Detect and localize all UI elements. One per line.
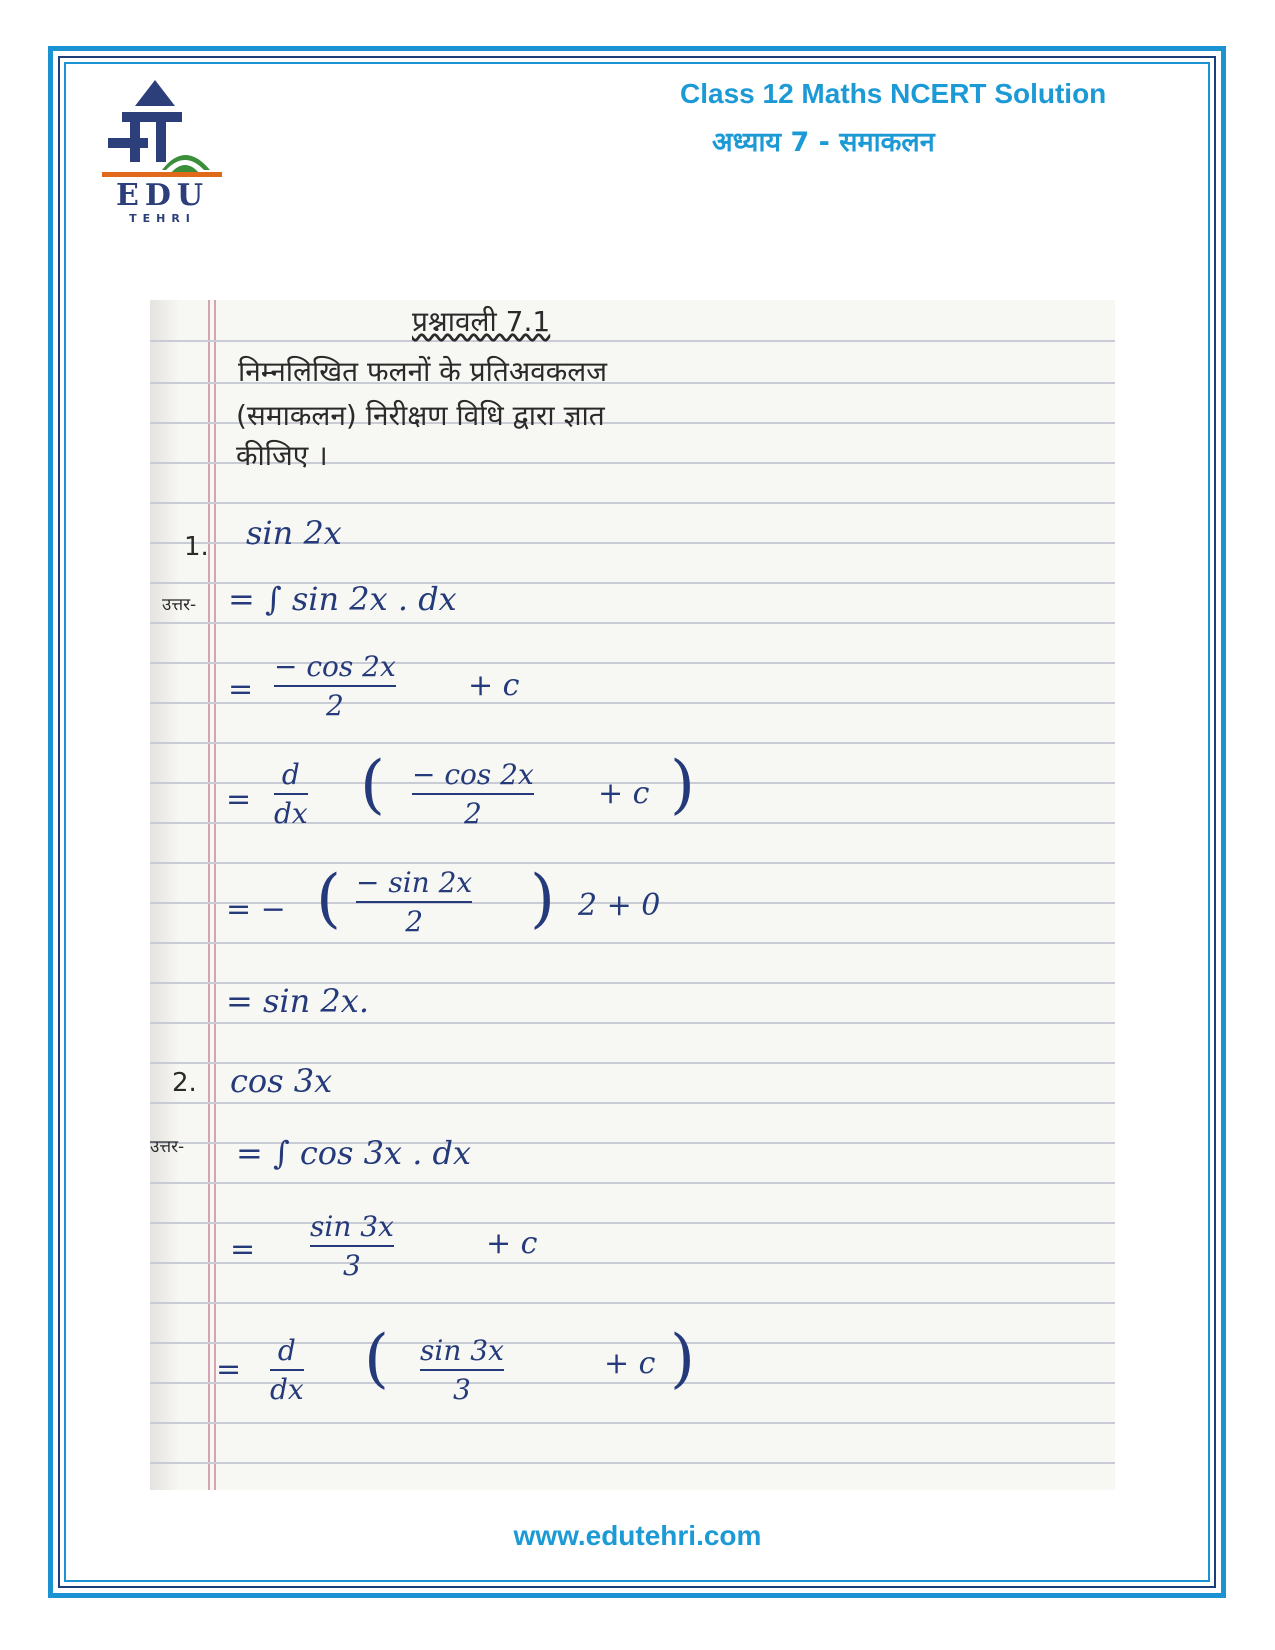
website-link[interactable]: www.edutehri.com bbox=[513, 1520, 762, 1551]
q2-step-3-numerator: sin 3x bbox=[420, 1334, 504, 1367]
question-2-text: cos 3x bbox=[230, 1062, 333, 1100]
margin-line bbox=[208, 300, 210, 1490]
q1-step-5: = sin 2x. bbox=[226, 982, 369, 1020]
q1-step-3-equals: = bbox=[226, 782, 252, 817]
ruled-line bbox=[150, 1102, 1115, 1104]
page-edge-shadow bbox=[150, 300, 180, 1490]
q2-step-2-fraction bbox=[310, 1210, 394, 1282]
ruled-line bbox=[150, 1262, 1115, 1264]
fraction-bar bbox=[310, 1245, 394, 1247]
ruled-line bbox=[150, 1182, 1115, 1184]
q1-step-1: = ∫ sin 2x . dx bbox=[228, 580, 457, 618]
instruction-line-2: (समाकलन) निरीक्षण विधि द्वारा ज्ञात bbox=[236, 399, 605, 432]
ruled-line bbox=[150, 1462, 1115, 1464]
q1-step-2-equals: = bbox=[228, 672, 254, 707]
open-paren: ( bbox=[360, 748, 385, 822]
ruled-line bbox=[150, 340, 1115, 342]
exercise-heading: प्रश्नावली 7.1 bbox=[412, 305, 551, 338]
q1-step-2-fraction bbox=[274, 650, 396, 722]
q1-step-3-denominator: 2 bbox=[463, 797, 482, 830]
question-1-number: 1. bbox=[184, 532, 209, 562]
q2-step-3-derivative bbox=[270, 1334, 304, 1406]
fraction-bar bbox=[356, 901, 472, 903]
margin-line-2 bbox=[214, 300, 216, 1490]
q2-step-2-constant: + c bbox=[486, 1226, 538, 1261]
fraction-bar bbox=[274, 685, 396, 687]
ruled-line bbox=[150, 862, 1115, 864]
ruled-line bbox=[150, 942, 1115, 944]
q2-step-3-d-denominator: dx bbox=[270, 1373, 304, 1406]
close-paren: ) bbox=[670, 1322, 695, 1396]
instruction-line-1: निम्नलिखित फलनों के प्रतिअवकलज bbox=[238, 355, 608, 388]
answer-1-label: उत्तर- bbox=[162, 595, 197, 615]
q2-step-2-equals: = bbox=[230, 1232, 256, 1267]
logo-subtext: TEHRI bbox=[129, 212, 196, 225]
q1-step-4-fraction bbox=[356, 866, 472, 938]
q2-step-3-fraction bbox=[420, 1334, 504, 1406]
ruled-line bbox=[150, 502, 1115, 504]
ruled-line bbox=[150, 1422, 1115, 1424]
q2-step-3-denominator: 3 bbox=[453, 1373, 471, 1406]
q1-step-3-derivative bbox=[274, 758, 308, 830]
q1-step-3-numerator: − cos 2x bbox=[412, 758, 534, 791]
open-paren: ( bbox=[364, 1322, 389, 1396]
q1-step-3-d-denominator: dx bbox=[274, 797, 308, 830]
q1-step-4-denominator: 2 bbox=[405, 905, 424, 938]
q1-step-4-numerator: − sin 2x bbox=[356, 866, 473, 899]
ruled-line bbox=[150, 1302, 1115, 1304]
close-paren: ) bbox=[530, 862, 555, 936]
fraction-bar bbox=[270, 1369, 304, 1371]
ruled-line bbox=[150, 1022, 1115, 1024]
open-paren: ( bbox=[316, 862, 341, 936]
q2-step-3-equals: = bbox=[216, 1352, 242, 1387]
fraction-bar bbox=[274, 793, 308, 795]
question-2-number: 2. bbox=[172, 1068, 197, 1098]
q1-step-3-fraction bbox=[412, 758, 534, 830]
q1-step-4-prefix: = − bbox=[226, 892, 286, 927]
q1-step-2-denominator: 2 bbox=[325, 689, 344, 722]
q1-step-3-d-numerator: d bbox=[281, 758, 300, 791]
answer-2-label: उत्तर- bbox=[150, 1137, 185, 1157]
close-paren: ) bbox=[670, 748, 695, 822]
q2-step-2-numerator: sin 3x bbox=[310, 1210, 394, 1243]
ruled-line bbox=[150, 622, 1115, 624]
logo-wordmark: EDU bbox=[115, 178, 210, 213]
chapter-title: अध्याय 7 - समाकलन bbox=[712, 127, 935, 158]
q2-step-1: = ∫ cos 3x . dx bbox=[236, 1134, 472, 1172]
question-1-text: sin 2x bbox=[246, 514, 342, 552]
notebook-page bbox=[150, 300, 1115, 1490]
q1-step-2-constant: + c bbox=[468, 668, 520, 703]
q2-step-3-d-numerator: d bbox=[277, 1334, 296, 1367]
ruled-line bbox=[150, 1222, 1115, 1224]
q1-step-2-numerator: − cos 2x bbox=[274, 650, 396, 683]
q1-step-3-constant: + c bbox=[598, 776, 650, 811]
q1-step-4-tail: 2 + 0 bbox=[578, 888, 661, 923]
q2-step-3-constant: + c bbox=[604, 1346, 656, 1381]
fraction-bar bbox=[420, 1369, 504, 1371]
fraction-bar bbox=[412, 793, 534, 795]
document-title: Class 12 Maths NCERT Solution bbox=[680, 78, 1107, 109]
q2-step-2-denominator: 3 bbox=[343, 1249, 361, 1282]
instruction-line-3: कीजिए । bbox=[236, 439, 328, 472]
ruled-line bbox=[150, 742, 1115, 744]
